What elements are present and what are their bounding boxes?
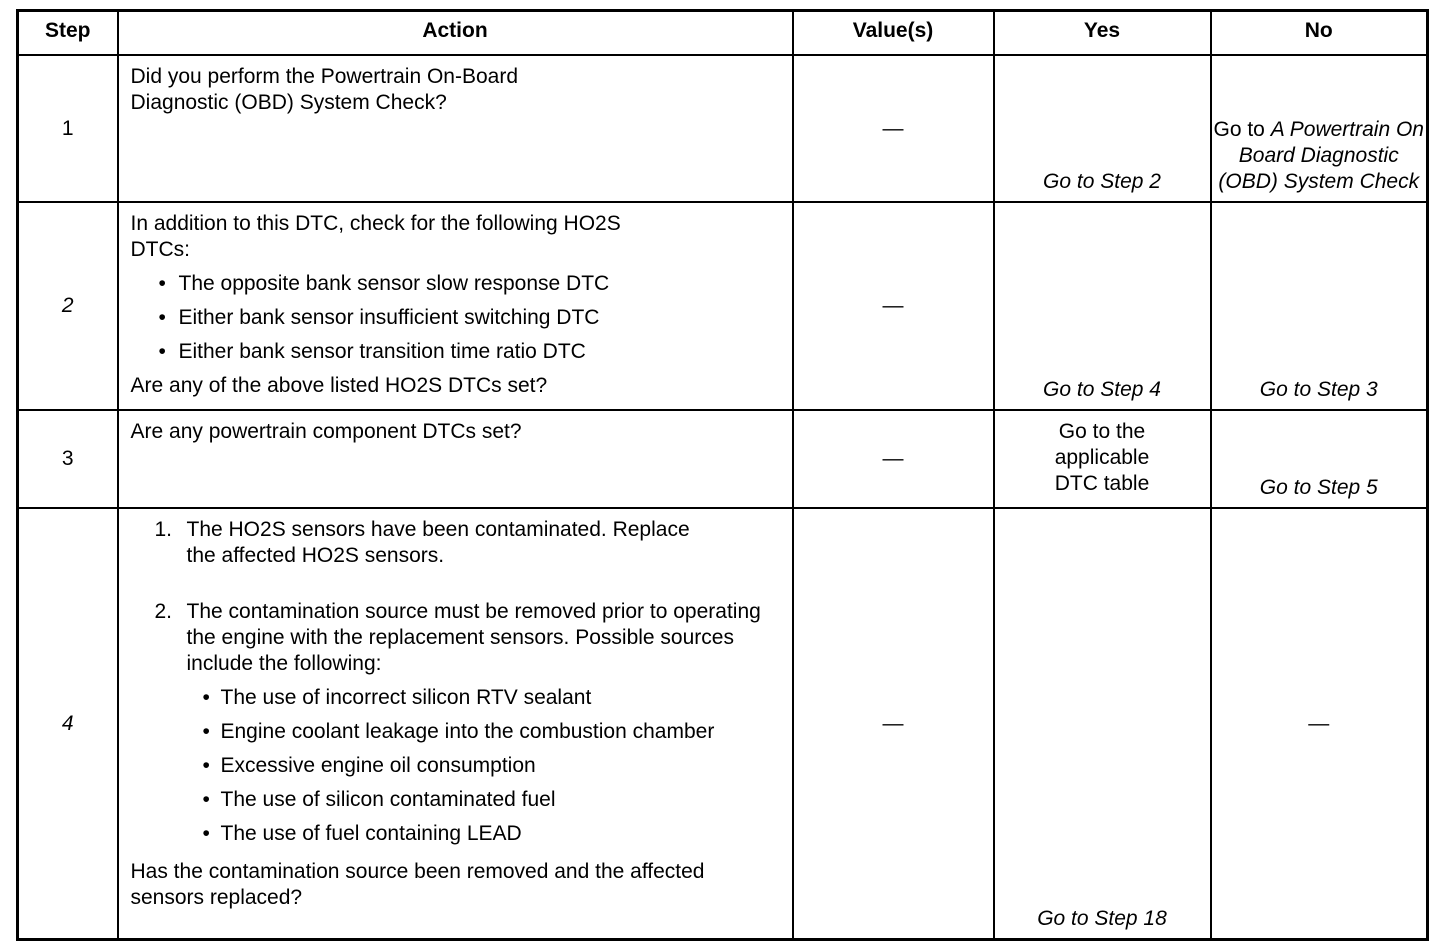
list-item: • The opposite bank sensor slow response DTC	[131, 271, 782, 297]
value-cell: —	[793, 55, 994, 202]
header-yes: Yes	[994, 11, 1211, 56]
header-no: No	[1211, 11, 1428, 56]
bullet-list	[187, 685, 782, 847]
yes-link[interactable]: Go to Step 4	[1043, 378, 1161, 401]
action-question: Are any of the above listed HO2S DTCs set?	[130, 374, 548, 397]
yes-link[interactable]: Go to Step 2	[1043, 170, 1161, 193]
item-number: 2.	[154, 600, 173, 623]
item-text: The contamination source must be removed prior to operating the engine with the replacement sensors. Possible sources include the following:	[186, 600, 761, 675]
header-step: Step	[18, 11, 118, 56]
list-item: • Either bank sensor insufficient switching DTC	[131, 305, 782, 331]
no-link[interactable]: Go to Step 5	[1259, 476, 1378, 499]
list-item: • The use of incorrect silicon RTV sealant	[187, 685, 782, 711]
yes-link[interactable]: Go to the applicable DTC table	[1054, 420, 1150, 495]
action-text: Are any powertrain component DTCs set?	[130, 420, 522, 443]
item-text: The HO2S sensors have been contaminated. Replace the affected HO2S sensors.	[186, 518, 690, 567]
no-cell	[1211, 55, 1428, 202]
action-question: Has the contamination source been removed and the affected sensors replaced?	[130, 860, 705, 909]
value-cell: —	[793, 410, 994, 508]
no-link[interactable]: Go to Step 3	[1259, 378, 1378, 401]
no-cell: —	[1211, 508, 1428, 940]
table-row	[18, 410, 1428, 508]
yes-cell	[994, 202, 1211, 410]
action-cell	[118, 508, 793, 940]
no-link[interactable]: A Powertrain On Board Diagnostic (OBD) System Check	[1218, 118, 1424, 193]
list-item	[131, 517, 782, 569]
header-action: Action	[118, 11, 793, 56]
numbered-list	[131, 517, 782, 847]
item-number: 1.	[154, 518, 173, 541]
value-cell: —	[793, 202, 994, 410]
list-item	[131, 599, 782, 847]
list-item: • Either bank sensor transition time ratio DTC	[131, 339, 782, 365]
bullet-list	[131, 271, 782, 365]
table-row	[18, 202, 1428, 410]
diagnostic-table	[16, 9, 1429, 941]
list-item: • The use of silicon contaminated fuel	[187, 787, 782, 813]
no-cell	[1211, 202, 1428, 410]
yes-cell	[994, 508, 1211, 940]
action-cell	[118, 202, 793, 410]
step-number: 4	[18, 508, 118, 940]
yes-link[interactable]: Go to Step 18	[1037, 907, 1167, 930]
value-cell: —	[793, 508, 994, 940]
yes-cell	[994, 55, 1211, 202]
no-cell	[1211, 410, 1428, 508]
action-text: Did you perform the Powertrain On-Board Diagnostic (OBD) System Check?	[130, 65, 519, 114]
list-item: • The use of fuel containing LEAD	[187, 821, 782, 847]
step-number: 2	[18, 202, 118, 410]
table-header-row	[18, 11, 1428, 56]
table-row	[18, 508, 1428, 940]
action-cell	[118, 55, 793, 202]
list-item: • Engine coolant leakage into the combustion chamber	[187, 719, 721, 745]
table-row	[18, 55, 1428, 202]
step-number: 1	[18, 55, 118, 202]
action-cell	[118, 410, 793, 508]
step-number: 3	[18, 410, 118, 508]
list-item: • Excessive engine oil consumption	[187, 753, 782, 779]
no-prefix: Go to	[1213, 118, 1271, 141]
header-values: Value(s)	[793, 11, 994, 56]
action-intro: In addition to this DTC, check for the following HO2S DTCs:	[130, 212, 621, 261]
yes-cell	[994, 410, 1211, 508]
